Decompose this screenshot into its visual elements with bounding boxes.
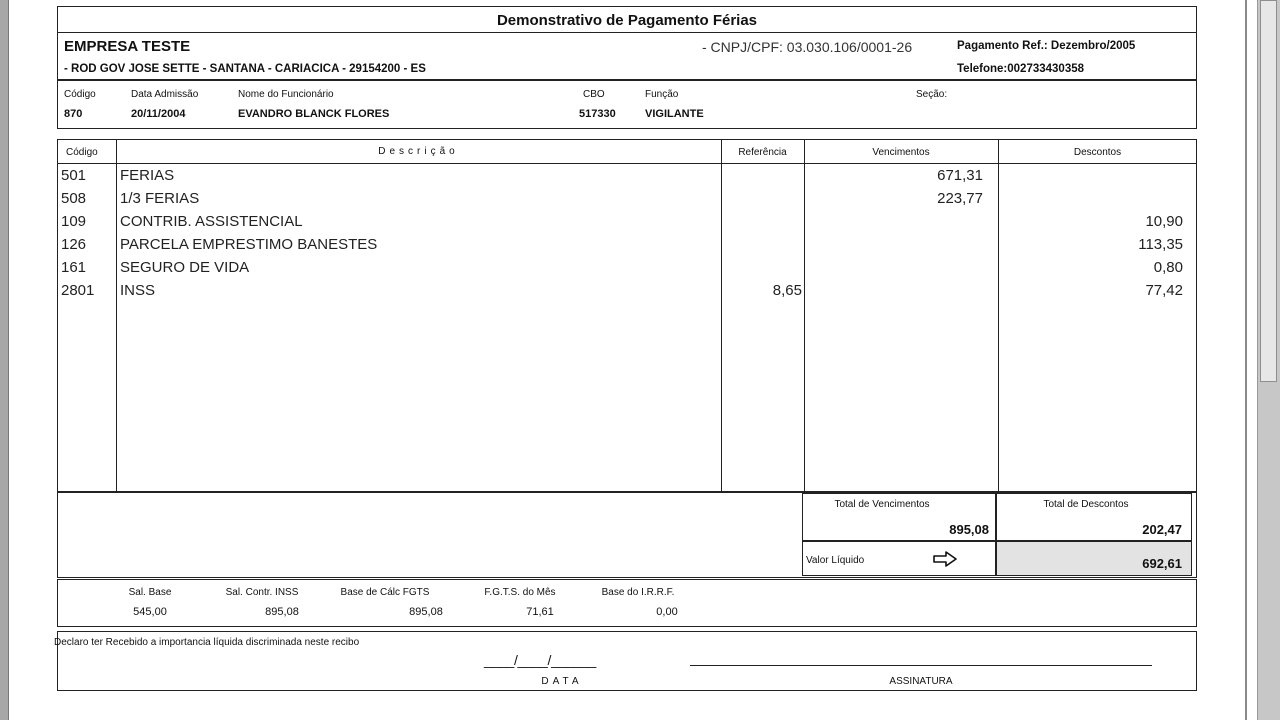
receipt-declaration: Declaro ter Recebido a importancia líquida discriminada neste recibo — [54, 637, 360, 648]
base-label: Base de Cálc FGTS — [340, 587, 430, 598]
window-left-border — [0, 0, 9, 720]
base-value: 71,61 — [526, 606, 554, 618]
right-arrow-icon — [932, 551, 958, 567]
signature-label: ASSINATURA — [889, 676, 953, 687]
row-codigo: 126 — [61, 236, 87, 253]
row-descricao: SEGURO DE VIDA — [120, 259, 250, 276]
cbo-value: 517330 — [579, 108, 616, 120]
table-col-divider — [721, 139, 722, 492]
company-name: EMPRESA TESTE — [64, 38, 191, 55]
row-descontos: 77,42 — [1145, 282, 1183, 299]
net-value-label: Valor Líquido — [806, 555, 865, 566]
col-header-vencimentos: Vencimentos — [872, 147, 930, 158]
row-codigo: 109 — [61, 213, 87, 230]
function-label: Função — [645, 89, 679, 100]
document-title: Demonstrativo de Pagamento Férias — [496, 12, 758, 29]
items-table — [57, 139, 1197, 492]
row-descontos: 0,80 — [1153, 259, 1183, 276]
company-address: - ROD GOV JOSE SETTE - SANTANA - CARIACICA - 29154200 - ES — [64, 63, 426, 75]
employee-code: 870 — [64, 108, 83, 120]
col-header-referencia: Referência — [738, 147, 787, 158]
cbo-label: CBO — [583, 89, 605, 100]
date-blank: ____/____/______ — [484, 652, 596, 668]
employee-name: EVANDRO BLANCK FLORES — [238, 108, 390, 120]
total-descontos-label: Total de Descontos — [1043, 499, 1129, 510]
row-codigo: 501 — [61, 167, 87, 184]
base-label: Base do I.R.R.F. — [601, 587, 675, 598]
section-label: Seção: — [916, 89, 948, 100]
row-vencimentos: 223,77 — [937, 190, 983, 207]
row-descricao: INSS — [120, 282, 156, 299]
function-value: VIGILANTE — [645, 108, 704, 120]
col-header-codigo: Código — [66, 147, 98, 158]
table-header-divider — [57, 163, 1197, 164]
employee-name-label: Nome do Funcionário — [238, 89, 334, 100]
col-header-descontos: Descontos — [1073, 147, 1122, 158]
row-descontos: 10,90 — [1145, 213, 1183, 230]
row-codigo: 161 — [61, 259, 87, 276]
row-vencimentos: 671,31 — [937, 167, 983, 184]
company-cnpj: - CNPJ/CPF: 03.030.106/0001-26 — [702, 39, 913, 55]
base-label: F.G.T.S. do Mês — [484, 587, 556, 598]
table-col-divider — [804, 139, 805, 492]
row-codigo: 2801 — [61, 282, 95, 299]
signature-line — [690, 665, 1152, 666]
total-descontos-value: 202,47 — [1142, 522, 1182, 537]
title-divider — [57, 32, 1197, 33]
row-descricao: PARCELA EMPRESTIMO BANESTES — [120, 236, 378, 253]
base-value: 545,00 — [133, 606, 167, 618]
window-right-border — [1245, 0, 1247, 720]
col-header-descricao: Descrição — [378, 146, 459, 157]
admission-date-label: Data Admissão — [131, 89, 199, 100]
employee-box — [57, 80, 1197, 129]
base-value: 0,00 — [656, 606, 678, 618]
date-label: DATA — [541, 676, 583, 687]
net-value: 692,61 — [1142, 556, 1182, 571]
row-descricao: 1/3 FERIAS — [120, 190, 200, 207]
row-descricao: FERIAS — [120, 167, 175, 184]
row-referencia: 8,65 — [772, 282, 802, 299]
company-phone: Telefone:002733430358 — [957, 63, 1085, 75]
total-vencimentos-value: 895,08 — [949, 522, 989, 537]
base-label: Sal. Contr. INSS — [225, 587, 299, 598]
payment-reference: Pagamento Ref.: Dezembro/2005 — [957, 40, 1136, 52]
scrollbar-thumb[interactable] — [1260, 0, 1277, 382]
table-col-divider — [116, 139, 117, 492]
admission-date: 20/11/2004 — [131, 108, 186, 120]
total-vencimentos-label: Total de Vencimentos — [834, 499, 930, 510]
row-descontos: 113,35 — [1138, 236, 1183, 253]
row-codigo: 508 — [61, 190, 87, 207]
base-value: 895,08 — [265, 606, 299, 618]
base-label: Sal. Base — [128, 587, 172, 598]
table-col-divider — [998, 139, 999, 492]
base-value: 895,08 — [409, 606, 443, 618]
row-descricao: CONTRIB. ASSISTENCIAL — [120, 213, 303, 230]
employee-code-label: Código — [64, 89, 96, 100]
